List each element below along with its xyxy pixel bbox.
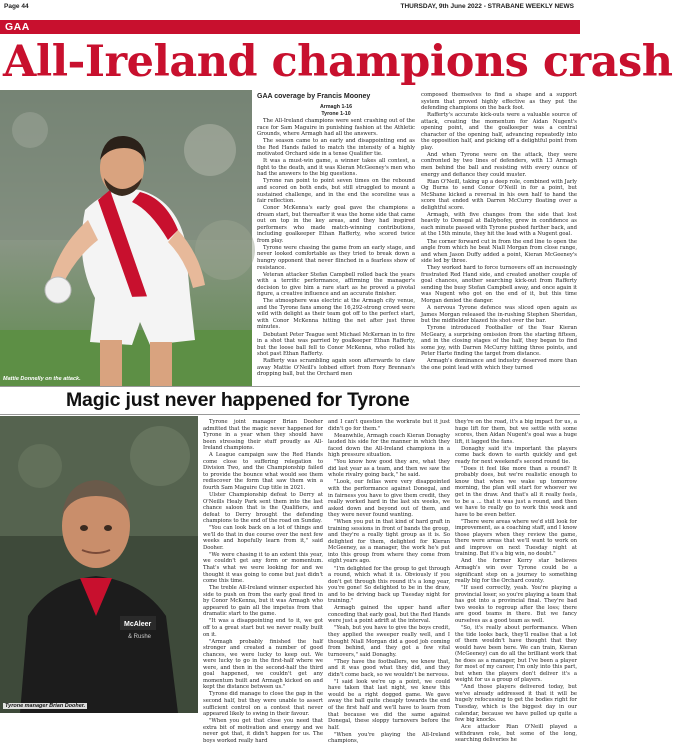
paragraph: "When you put in that kind of hard graft in training sessions in front of bands the group, and they're a really tight group as it is. So delighted for them, delighted for Kieran McGeeney, as a manager, the work he's put into this group from where they come from eight years ago. [328, 519, 450, 565]
paragraph: Veteran attacker Stefan Campbell rolled back the years with a terrific performance, affirming the manager's decision to give him a rare start as he proved a pivotal figure, a creative influence and an accurate finisher. [257, 271, 415, 298]
paragraph: "We were chasing it to an extent this year, we couldn't get any form or momentum. That's what we were looking for and we thought it was going to come but just didn't come this time. [203, 551, 323, 585]
paragraph: A League campaign saw the Red Hands come close to suffering relegation to Division Two, and the Championship failed to provide the bounce what would see them rediscover the form that saw them win a fourth Sam Maguire Cup title in 2021. [203, 452, 323, 491]
paragraph: "Yeah, but you have to give the boys credit, they applied the sweeper really well, and I thought Niall Morgan did a good job coming from behind, and they got a few vital turnovers," said Donaghy. [328, 625, 450, 658]
paragraph: "When you're playing the All-Ireland champions, [328, 731, 450, 745]
svg-text:McAleer: McAleer [124, 621, 152, 628]
paragraph: "You know how good they are, what they did last year as a team, and then we saw the whole rivalry going back," he said. [328, 459, 450, 479]
paragraph: "Armagh probably finished the half stronger and created a number of good chances, we were lucky to keep out. We were lucky to go in the first-half where we were, and then in the second-half the third goal happened, we couldn't get any momentum built and Armagh kicked on and kept the distance between us." [203, 638, 323, 691]
paragraph: Armagh gained the upper hand after conceding that early goal, but the Red Hands were just a point adrift at the interval. [328, 605, 450, 625]
paragraph: They worked hard to force turnovers off an increasingly frustrated Red Hand side, and created another couple of goal chances, another searching kick-out from Rafferty sending the busy Stefan Campbell away, and once again it was Nugent who got on the end of it, but this time Morgan denied the danger. [421, 265, 577, 304]
paragraph: Meanwhile, Armagh coach Kieran Donaghy lauded his side for the manner in which they faced down the All-Ireland champions in a high pressure situation. [328, 432, 450, 459]
paragraph: "I said look we're up a point, we could have taken that last night, we knew this would be a right dogged game. We gave away the ball quite cheaply towards the end of the first half and we'll have to learn from that because we did the same against Donegal, these sloppy turnovers before the half. [328, 678, 450, 731]
date-line: THURSDAY, 9th June 2022 - STRABANE WEEKLY NEWS [400, 3, 574, 10]
paragraph: Ulster Championship defeat to Derry at O'Neills Healy Park sent them into the last chance saloon that is the Qualifiers, and defeat to Derry brought the defending champions to the end of the road on Sunday. [203, 492, 323, 525]
paragraph: "I'm delighted for the group to get through a round, which what it is. Obviously if you don't get through this round it's a long year, you're gone! So delighted to be in the draw, and to be driving back up Tuesday night for training." [328, 565, 450, 605]
paragraph: Armagh, with five changes from the side that lost heavily to Donegal at Ballybofey, grew in confidence as each minute passed with Tyrone pushed further back, and at the 15th minute, they hit the lead with a Nugent goal. [421, 211, 577, 238]
paragraph: "You can look back on a lot of things and we'll do that in due course over the next few weeks and hopefully learn from it," said Dooher. [203, 525, 323, 551]
svg-text:& Rushe: & Rushe [128, 634, 152, 640]
divider [0, 414, 580, 415]
secondary-headline: Magic just never happened for Tyrone [66, 389, 410, 411]
photo1-caption: Mattie Donnelly on the attack. [3, 376, 81, 382]
action-photo [0, 90, 252, 386]
paragraph: "Does it feel like more than a round? It probably does, but we're realistic enough to know that when we wake up tomorrow morning, the plan will start for whoever we get in the draw. And that's all it really feels, to be a ... that it was just a round, and then we have to really go to work this week and have to be even better. [455, 465, 577, 518]
paragraph: they're on the road, it's a big impact for us, a huge lift for them, but we settle with some scores, then Aidan Nugent's goal was a huge lift, it lagged the fans. [455, 419, 577, 445]
paragraph: A nervous Tyrone defence was sliced open again as James Morgan released the in-rushing Stephen Sheridan, but the midfielder blazed his shot over the bar. [421, 305, 577, 325]
masthead [0, 0, 580, 14]
story1-column-2 [421, 92, 577, 372]
paragraph: "It was a disappointing end to it, we got off to a great start but we never really built on it. [203, 618, 323, 638]
photo2-caption: Tyrone manager Brian Dooher. [5, 703, 86, 709]
paragraph: "So, it's really about performance. When the tide looks back, they'll realise that a lot of them wouldn't have thought that they would have been here. We can train, Kieran (McGeeney) can do all the brilliant work that he does as a manager, but I've been a player for most of my career, I'm only into this part, but when the players don't deliver it's a weight for us a group of players. [455, 624, 577, 684]
score-armagh: Armagh 1-16 [319, 104, 353, 110]
paragraph: Rafferty's accurate kick-outs were a valuable source of attack, creating the momentum for Aidan Nugent's opening point, and the goalkeeper was a central character of the opening half, advancing repeatedly into the opposition half, and picking off a delightful point from play. [421, 112, 577, 151]
paragraph: Tyrone joint manager Brian Dooher admitted that the magic never happened for Tyrone in a year when they should have been stressing their stuff proudly as All-Ireland champions. [203, 419, 323, 452]
paragraph: "If used correctly, yeah. You're playing a provincial loser, so you're playing a team that has got into a provincial final. They're bad two weeks to regroup after the loss; there are good teams in there. But we fancy ourselves as a good team as well. [455, 585, 577, 624]
paragraph: Rafferty was scrambling again soon afterwards to claw away Mattie O'Neill's lobbed effort from Rory Brennan's dropping ball, but the Orchard men [257, 358, 415, 378]
paragraph: The All-Ireland champions were sent crashing out of the race for Sam Maguire in punishing fashion at the Athletic Grounds, where Armagh had all the answers. [257, 118, 415, 138]
story2-column-3 [455, 419, 577, 744]
paragraph: "There were areas where we'd still look for improvement, as a coaching staff, and I know those players when they review the game, there were areas that we'll want to work on and improve on next Tuesday night at training. But it's a big win, no doubt." [455, 518, 577, 558]
paragraph: Tyrone ran point to point seven times on the rebound and scored on both ends, but still struggled to mount a sustained challenge, and in the end the scoreline was a fair reflection. [257, 178, 415, 205]
paragraph: Tyrone did manage to close the gap in the second half, but they were unable to assert sufficient control on a contest that never appeared likely to swing in their favour. [203, 691, 323, 718]
story2-column-1 [203, 419, 323, 745]
mattie-donnelly-photo [0, 90, 252, 386]
paragraph: It was a must-win game, a winner takes all contest, a fight to the death, and it was Kieran McGeeney's men who had the answers to the big questions. [257, 158, 415, 178]
score-tyrone: Tyrone 1-10 [321, 111, 351, 117]
paragraph: Armagh's dominance and industry deserved more than the one point lead with which they turned [421, 358, 577, 371]
paragraph: And the former Kerry star believes Armagh's win over Tyrone could be a significant step on a journey to something really big for the Orchard county. [455, 558, 577, 585]
paragraph: Debutant Peter Teague sent Michael McKernan in to fire in a shot that was parried by goalkeeper Ethan Rafferty, but the loose ball fell to Conor McKenna, who rolled his shot past Ethan Rafferty. [257, 331, 415, 358]
divider [0, 386, 580, 387]
paragraph: "And those players delivered today, but we've already addressed it that it will be hugely refocussing to get the bodies right for Tuesday, which is the biggest day in our calendar, because we have pulled up quite a few big knocks. [455, 684, 577, 724]
paragraph: "When you get that close you need that extra bit of motivation and energy and we never got that, it didn't happen for us. The boys worked really hard [203, 718, 323, 744]
paragraph: "Look, our fellas were very disappointed with the performance against Donegal, and in fairness you have to give them credit, they really worked hard in the last six weeks, we asked down and beyond out of them, and they were never found wanting. [328, 479, 450, 519]
paragraph: "They have the footballers, we knew that, and it was good what they did, and they didn't come back, so we wouldn't be nervous. [328, 658, 450, 678]
manager-photo [0, 416, 198, 713]
paragraph: and I can't question the workrate but it just didn't go for them." [328, 419, 450, 432]
paragraph: Tyrone introduced Footballer of the Year Kieran McGeary, a surprising omission from the starting fifteen, and in the closing stages of the half, they began to find some joy, with Darren McCurry hitting three points, and Peter Harte finding the target from distance. [421, 325, 577, 358]
paragraph: Rian O'Neill, taking up a deep role, combined with Jarly Og Burns to send Conor O'Neill in for a point, but McShane kicked a reversal in his own half to hand the score that ended with Darren McCurry floating over a delightful score. [421, 178, 577, 211]
page-number: Page 44 [4, 3, 29, 10]
section-label: GAA [5, 21, 30, 33]
paragraph: The atmosphere was electric at the Armagh city venue, and the Tyrone fans among the 16,292-strong crowd were wild with delight as their team got off to the perfect start, with Conor McKenna hitting the net after just three minutes. [257, 298, 415, 331]
brian-dooher-photo [0, 416, 198, 713]
paragraph: And when Tyrone were on the attack, they were confronted by two lines of defenders, with 13 Armagh men behind the ball and resisting with every ounce of energy and defiance they could muster. [421, 151, 577, 178]
paragraph: Donaghy said it's important the players come back down to earth quickly and get ready for next weekend's second round tie. [455, 445, 577, 465]
byline: GAA coverage by Francis Mooney [257, 93, 371, 100]
paragraph: The season came to an early and disappointing end as the Red Hands failed to match the intensity of a highly motivated Orchard side in a tense Qualifier tie. [257, 138, 415, 158]
paragraph: Tyrone were chasing the game from an early stage, and never looked comfortable as they tried to break down a hungry opponent that never flinched in a fearless show of resistance. [257, 244, 415, 271]
main-headline: All-Ireland champions crash [3, 37, 673, 87]
story1-column-1 [257, 92, 415, 378]
paragraph: Ace attacker Rian O'Neill played a withdrawn role, but some of the long, searching deliveries he [455, 724, 577, 744]
paragraph: The corner forward cut in from the end line to open the angle from which he beat Niall Morgan from close range, and when Jason Duffy added a point, Kieran McGeeney's side led by three. [421, 238, 577, 265]
paragraph: composed themselves to find a shape and a support system that proved highly effective as they put the defending champions on the back foot. [421, 92, 577, 112]
paragraph: Conor McKenna's early goal gave the champions a dream start, but thereafter it was the home side that came out on top in the key areas, and they had inspired performers who made match-winning contributions, including goalkeeper Ethan Rafferty, who scored twice from play. [257, 205, 415, 244]
paragraph: The treble All-Ireland winner expected his side to push on from the early goal fired in by Conor McKenna, but it was Armagh who appeared to gain all the impetus from that dramatic start to the game. [203, 585, 323, 618]
story2-column-2 [328, 419, 450, 745]
section-banner [0, 20, 580, 34]
